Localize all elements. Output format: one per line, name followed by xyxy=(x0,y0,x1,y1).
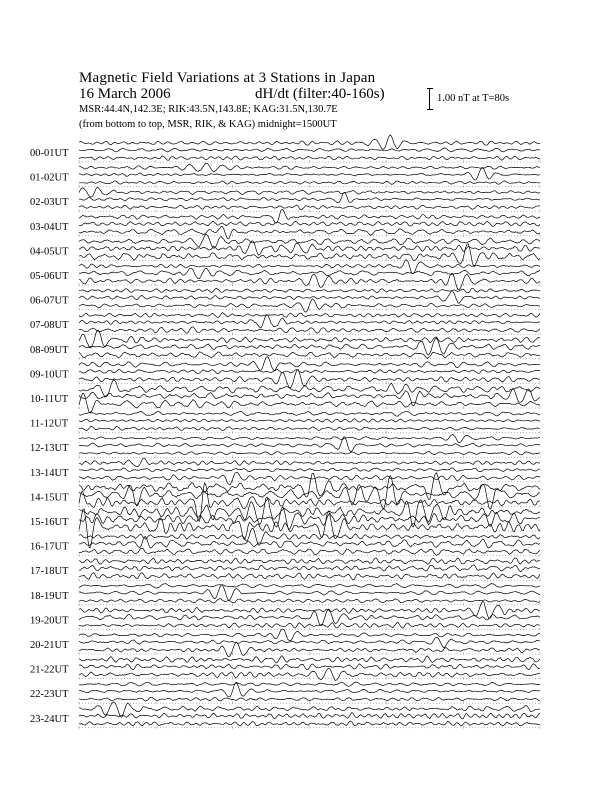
chart-quantity: dH/dt (filter:40-160s) xyxy=(255,86,385,102)
trace-kag xyxy=(79,656,540,663)
trace-kag xyxy=(79,702,540,717)
trace-msr xyxy=(79,622,540,628)
hour-label: 12-13UT xyxy=(30,443,69,455)
trace-rik xyxy=(79,148,540,152)
trace-msr xyxy=(79,205,540,210)
hour-label: 06-07UT xyxy=(30,295,69,307)
trace-kag xyxy=(79,458,540,467)
station-coordinates: MSR:44.4N,142.3E; RIK:43.5N,143.8E; KAG:31.5N,130.7E xyxy=(79,104,338,115)
trace-rik xyxy=(79,315,540,328)
trace-msr xyxy=(79,721,540,726)
hour-label: 07-08UT xyxy=(30,320,69,332)
hour-label: 22-23UT xyxy=(30,689,69,701)
trace-rik xyxy=(79,468,540,472)
trace-msr xyxy=(79,226,540,238)
trace-rik xyxy=(79,565,540,572)
trace-rik xyxy=(79,221,540,226)
hour-label: 04-05UT xyxy=(30,246,69,258)
trace-kag xyxy=(79,163,540,171)
trace-msr xyxy=(79,273,540,289)
hour-label: 00-01UT xyxy=(30,148,69,159)
trace-rik xyxy=(79,664,540,670)
hour-label: 20-21UT xyxy=(30,640,69,651)
trace-kag xyxy=(79,682,540,686)
trace-kag xyxy=(79,135,540,149)
hour-label: 08-09UT xyxy=(30,344,69,356)
trace-msr xyxy=(79,697,540,701)
hour-label: 19-20UT xyxy=(30,615,69,627)
trace-msr xyxy=(79,452,540,455)
trace-msr xyxy=(79,599,540,604)
trace-rik xyxy=(79,167,540,180)
hour-label: 03-04UT xyxy=(30,221,69,233)
trace-rik xyxy=(79,292,540,304)
hour-label: 01-02UT xyxy=(30,172,69,184)
hour-label: 02-03UT xyxy=(30,197,69,209)
trace-msr xyxy=(79,156,540,160)
hour-label: 18-19UT xyxy=(30,590,69,602)
hour-label: 13-14UT xyxy=(30,467,69,479)
hour-label: 21-22UT xyxy=(30,664,69,676)
trace-kag xyxy=(79,288,540,293)
trace-rik xyxy=(79,713,540,719)
trace-kag xyxy=(79,473,540,500)
trace-rik xyxy=(79,268,540,279)
scale-label: 1.00 nT at T=80s xyxy=(437,93,510,104)
hour-label: 05-06UT xyxy=(30,271,69,282)
trace-msr xyxy=(79,181,540,185)
trace-msr xyxy=(79,393,540,413)
trace-rik xyxy=(79,609,540,626)
hour-label: 11-12UT xyxy=(30,418,69,430)
trace-msr xyxy=(79,427,540,431)
hour-label: 16-17UT xyxy=(30,541,69,553)
trace-kag xyxy=(79,558,540,564)
hour-label: 23-24UT xyxy=(30,713,69,725)
trace-kag xyxy=(79,411,540,416)
trace-kag xyxy=(79,188,540,198)
station-order-note: (from bottom to top, MSR, RIK, & KAG) midnight=1500UT xyxy=(79,119,337,130)
trace-kag xyxy=(79,497,540,527)
hour-label: 09-10UT xyxy=(30,369,69,381)
trace-kag xyxy=(79,313,540,318)
trace-rik xyxy=(79,637,540,647)
hour-label: 14-15UT xyxy=(30,492,69,504)
chart-title: Magnetic Field Variations at 3 Stations in Japan xyxy=(79,70,376,86)
trace-kag xyxy=(79,629,540,640)
trace-rik xyxy=(79,369,540,373)
hour-label: 17-18UT xyxy=(30,566,69,578)
trace-kag xyxy=(79,584,540,589)
trace-rik xyxy=(79,419,540,423)
trace-msr xyxy=(79,472,540,484)
trace-kag xyxy=(79,260,540,274)
trace-kag xyxy=(79,435,540,443)
hour-label: 10-11UT xyxy=(30,394,69,405)
chart-date: 16 March 2006 xyxy=(79,86,171,102)
hour-label: 15-16UT xyxy=(30,517,69,528)
